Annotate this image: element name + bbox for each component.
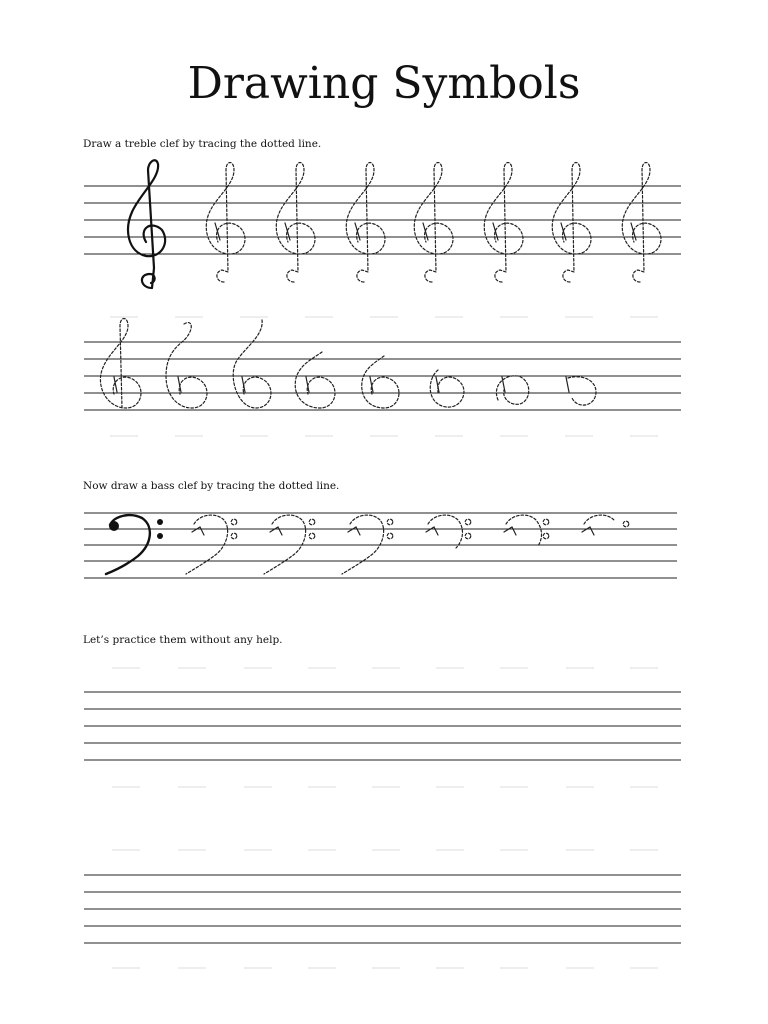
treble-instruction: Draw a treble clef by tracing the dotted line. xyxy=(83,138,322,150)
treble-staff-2[interactable] xyxy=(0,300,768,460)
practice-staff-1[interactable] xyxy=(0,660,768,800)
page-title: Drawing Symbols xyxy=(187,58,581,109)
practice-instruction: Let’s practice them without any help. xyxy=(83,634,283,646)
bass-staff[interactable] xyxy=(0,500,768,590)
bass-instruction: Now draw a bass clef by tracing the dotted line. xyxy=(83,480,340,492)
treble-clef-icon xyxy=(128,160,165,288)
practice-staff-2[interactable] xyxy=(0,840,768,980)
treble-clef-tracing-set xyxy=(206,163,661,283)
partial-treble-tracing-set xyxy=(100,319,596,409)
treble-staff-1[interactable] xyxy=(0,150,768,300)
